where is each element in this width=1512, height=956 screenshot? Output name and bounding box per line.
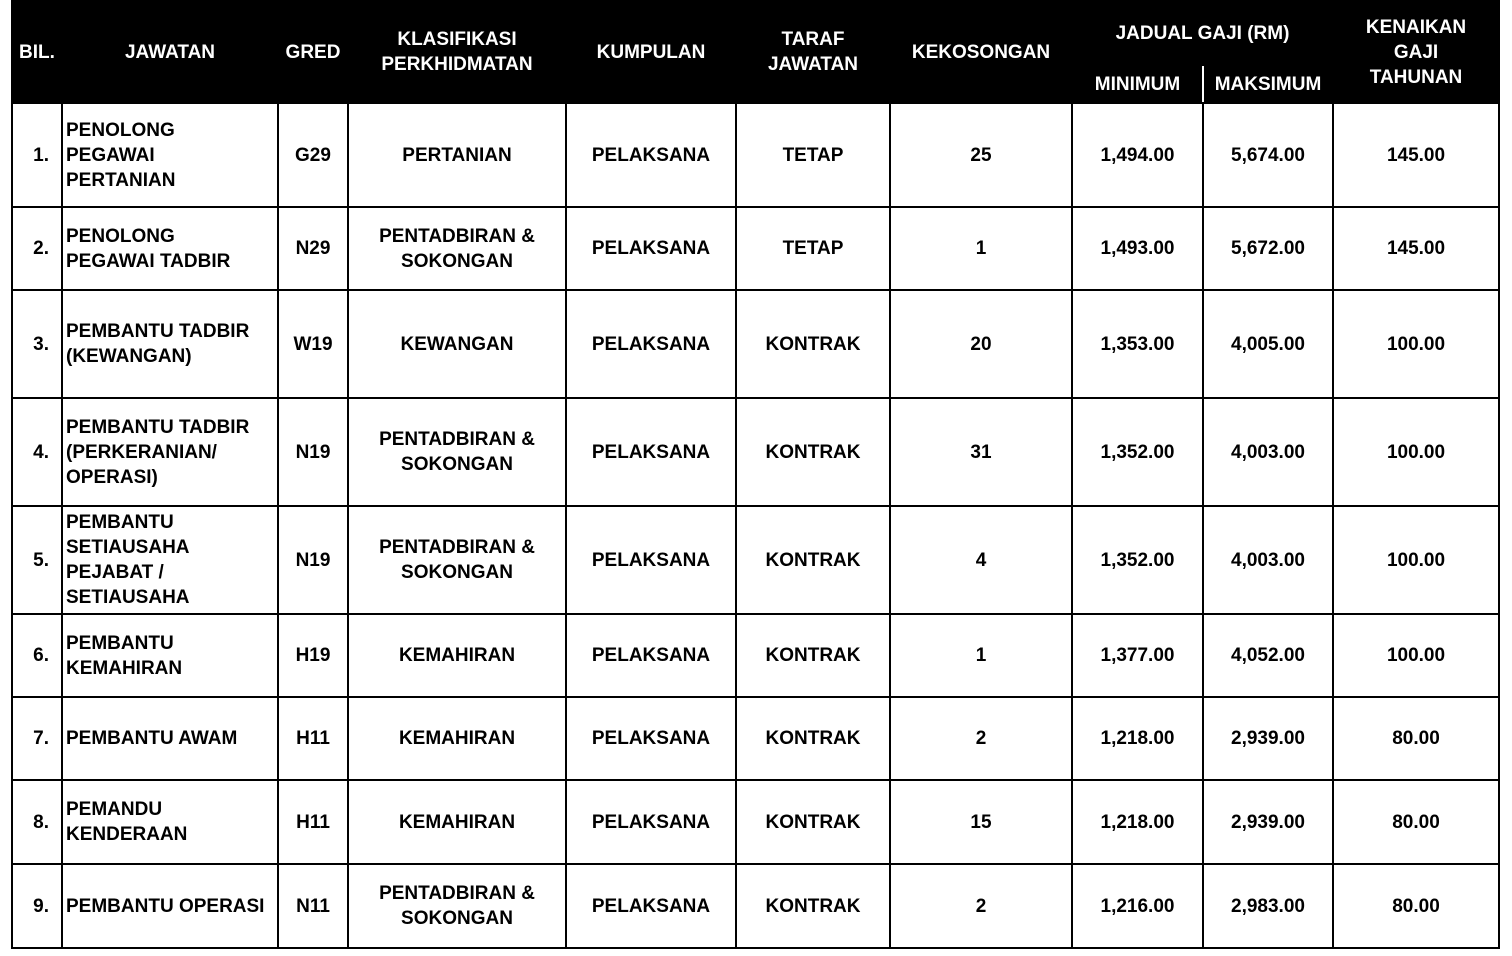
cell-klasifikasi xyxy=(348,398,566,506)
cell-maksimum: 4,052.00 xyxy=(1203,614,1333,697)
cell-jawatan xyxy=(62,697,278,780)
cell-kumpulan: PELAKSANA xyxy=(566,290,736,398)
cell-kumpulan: PELAKSANA xyxy=(566,207,736,290)
cell-line: KEMAHIRAN xyxy=(398,645,516,666)
cell-line: PENTADBIRAN & xyxy=(379,883,535,904)
cell-taraf: KONTRAK xyxy=(736,697,890,780)
cell-line: PEMBANTU AWAM xyxy=(66,728,238,749)
cell-gred: N19 xyxy=(278,398,348,506)
cell-kekosongan: 31 xyxy=(890,398,1072,506)
cell-maksimum: 4,003.00 xyxy=(1203,398,1333,506)
cell-bil: 7. xyxy=(12,697,62,780)
cell-klasifikasi xyxy=(348,864,566,948)
table-header xyxy=(12,1,1499,103)
cell-gred: G29 xyxy=(278,103,348,207)
cell-bil: 8. xyxy=(12,780,62,864)
cell-kumpulan: PELAKSANA xyxy=(566,398,736,506)
cell-gred: N19 xyxy=(278,506,348,614)
cell-taraf: TETAP xyxy=(736,207,890,290)
cell-jawatan xyxy=(62,780,278,864)
cell-gred: W19 xyxy=(278,290,348,398)
header-bil: BIL. xyxy=(12,1,62,103)
cell-taraf: KONTRAK xyxy=(736,398,890,506)
cell-jawatan xyxy=(62,207,278,290)
cell-line: OPERASI) xyxy=(66,466,158,488)
cell-taraf: TETAP xyxy=(736,103,890,207)
cell-line: PEMBANTU TADBIR xyxy=(66,416,250,438)
cell-line: PEJABAT / xyxy=(66,562,164,583)
cell-line: PEMANDU xyxy=(66,799,163,820)
cell-jawatan xyxy=(62,290,278,398)
header-taraf: TARAF JAWATAN xyxy=(736,1,890,103)
cell-line: PEMBANTU TADBIR xyxy=(66,321,250,342)
cell-klasifikasi xyxy=(348,506,566,614)
cell-line: SOKONGAN xyxy=(401,454,513,475)
cell-minimum: 1,218.00 xyxy=(1072,697,1203,780)
header-kumpulan: KUMPULAN xyxy=(566,1,736,103)
cell-bil: 4. xyxy=(12,398,62,506)
cell-line: PERTANIAN xyxy=(66,169,176,191)
cell-line: SOKONGAN xyxy=(401,562,513,583)
table-row xyxy=(12,103,1499,207)
table-row xyxy=(12,290,1499,398)
cell-line: PEGAWAI xyxy=(66,144,155,166)
cell-line: (KEWANGAN) xyxy=(66,346,192,367)
cell-line: PERTANIAN xyxy=(402,144,512,166)
cell-maksimum: 2,939.00 xyxy=(1203,780,1333,864)
table-row xyxy=(12,780,1499,864)
cell-minimum: 1,352.00 xyxy=(1072,506,1203,614)
cell-kekosongan: 20 xyxy=(890,290,1072,398)
cell-minimum: 1,377.00 xyxy=(1072,614,1203,697)
cell-bil: 6. xyxy=(12,614,62,697)
header-jawatan: JAWATAN xyxy=(62,1,278,103)
cell-bil: 3. xyxy=(12,290,62,398)
cell-jawatan xyxy=(62,398,278,506)
cell-line: (PERKERANIAN/ xyxy=(66,441,217,463)
cell-line: KEMAHIRAN xyxy=(398,811,516,833)
cell-taraf: KONTRAK xyxy=(736,614,890,697)
table-body xyxy=(12,103,1499,948)
cell-maksimum: 5,674.00 xyxy=(1203,103,1333,207)
cell-line: SETIAUSAHA xyxy=(66,537,190,558)
cell-line: PENOLONG xyxy=(66,119,175,141)
table-row xyxy=(12,697,1499,780)
cell-minimum: 1,494.00 xyxy=(1072,103,1203,207)
cell-gred: N29 xyxy=(278,207,348,290)
cell-gred: H11 xyxy=(278,697,348,780)
cell-line: PENTADBIRAN & xyxy=(379,429,535,450)
cell-line: SOKONGAN xyxy=(401,908,513,929)
cell-line: PEMBANTU xyxy=(66,512,174,533)
cell-kenaikan: 145.00 xyxy=(1333,207,1499,290)
cell-klasifikasi xyxy=(348,697,566,780)
cell-klasifikasi xyxy=(348,614,566,697)
cell-kumpulan: PELAKSANA xyxy=(566,506,736,614)
cell-minimum: 1,352.00 xyxy=(1072,398,1203,506)
header-jadual-gaji: JADUAL GAJI (RM) xyxy=(1072,1,1333,65)
cell-gred: H11 xyxy=(278,780,348,864)
cell-kumpulan: PELAKSANA xyxy=(566,103,736,207)
cell-line: PEMBANTU xyxy=(66,632,174,654)
cell-line: KENDERAAN xyxy=(66,824,188,845)
cell-kekosongan: 2 xyxy=(890,697,1072,780)
cell-gred: N11 xyxy=(278,864,348,948)
cell-line: KEMAHIRAN xyxy=(398,728,516,749)
cell-line: PEMBANTU OPERASI xyxy=(66,895,265,917)
cell-kekosongan: 2 xyxy=(890,864,1072,948)
cell-jawatan xyxy=(62,864,278,948)
cell-line: PENTADBIRAN & xyxy=(379,537,535,558)
cell-minimum: 1,493.00 xyxy=(1072,207,1203,290)
cell-bil: 5. xyxy=(12,506,62,614)
vacancy-table xyxy=(11,0,1500,949)
cell-kumpulan: PELAKSANA xyxy=(566,614,736,697)
cell-taraf: KONTRAK xyxy=(736,506,890,614)
cell-kekosongan: 25 xyxy=(890,103,1072,207)
header-gred: GRED xyxy=(278,1,348,103)
table-row xyxy=(12,207,1499,290)
cell-line: PENTADBIRAN & xyxy=(379,225,535,247)
cell-kenaikan: 100.00 xyxy=(1333,506,1499,614)
cell-jawatan xyxy=(62,614,278,697)
cell-kenaikan: 145.00 xyxy=(1333,103,1499,207)
table-row xyxy=(12,614,1499,697)
cell-taraf: KONTRAK xyxy=(736,780,890,864)
cell-minimum: 1,216.00 xyxy=(1072,864,1203,948)
cell-minimum: 1,218.00 xyxy=(1072,780,1203,864)
cell-maksimum: 4,005.00 xyxy=(1203,290,1333,398)
cell-taraf: KONTRAK xyxy=(736,864,890,948)
cell-kekosongan: 1 xyxy=(890,614,1072,697)
cell-kenaikan: 80.00 xyxy=(1333,780,1499,864)
cell-bil: 9. xyxy=(12,864,62,948)
cell-kumpulan: PELAKSANA xyxy=(566,697,736,780)
cell-kekosongan: 15 xyxy=(890,780,1072,864)
cell-line: PENOLONG xyxy=(66,225,175,247)
cell-klasifikasi xyxy=(348,290,566,398)
cell-line: KEWANGAN xyxy=(400,333,514,355)
cell-line: PEGAWAI TADBIR xyxy=(66,250,231,272)
table-row xyxy=(12,864,1499,948)
cell-kenaikan: 80.00 xyxy=(1333,864,1499,948)
header-maksimum: MAKSIMUM xyxy=(1203,65,1333,103)
cell-kenaikan: 80.00 xyxy=(1333,697,1499,780)
cell-kekosongan: 1 xyxy=(890,207,1072,290)
header-kenaikan: KENAIKAN GAJI TAHUNAN xyxy=(1333,1,1499,103)
cell-klasifikasi xyxy=(348,780,566,864)
cell-taraf: KONTRAK xyxy=(736,290,890,398)
table-row xyxy=(12,506,1499,614)
cell-bil: 2. xyxy=(12,207,62,290)
cell-kenaikan: 100.00 xyxy=(1333,398,1499,506)
cell-klasifikasi xyxy=(348,103,566,207)
cell-kumpulan: PELAKSANA xyxy=(566,864,736,948)
cell-minimum: 1,353.00 xyxy=(1072,290,1203,398)
cell-kumpulan: PELAKSANA xyxy=(566,780,736,864)
cell-maksimum: 5,672.00 xyxy=(1203,207,1333,290)
cell-line: SOKONGAN xyxy=(401,250,513,272)
cell-maksimum: 2,939.00 xyxy=(1203,697,1333,780)
header-klasifikasi: KLASIFIKASI PERKHIDMATAN xyxy=(348,1,566,103)
cell-line: KEMAHIRAN xyxy=(66,657,183,679)
cell-bil: 1. xyxy=(12,103,62,207)
cell-maksimum: 2,983.00 xyxy=(1203,864,1333,948)
cell-kenaikan: 100.00 xyxy=(1333,290,1499,398)
cell-kenaikan: 100.00 xyxy=(1333,614,1499,697)
cell-jawatan xyxy=(62,506,278,614)
cell-jawatan xyxy=(62,103,278,207)
header-kekosongan: KEKOSONGAN xyxy=(890,1,1072,103)
table-row xyxy=(12,398,1499,506)
cell-kekosongan: 4 xyxy=(890,506,1072,614)
cell-line: SETIAUSAHA xyxy=(66,587,190,608)
cell-gred: H19 xyxy=(278,614,348,697)
header-minimum: MINIMUM xyxy=(1072,65,1203,103)
cell-maksimum: 4,003.00 xyxy=(1203,506,1333,614)
cell-klasifikasi xyxy=(348,207,566,290)
